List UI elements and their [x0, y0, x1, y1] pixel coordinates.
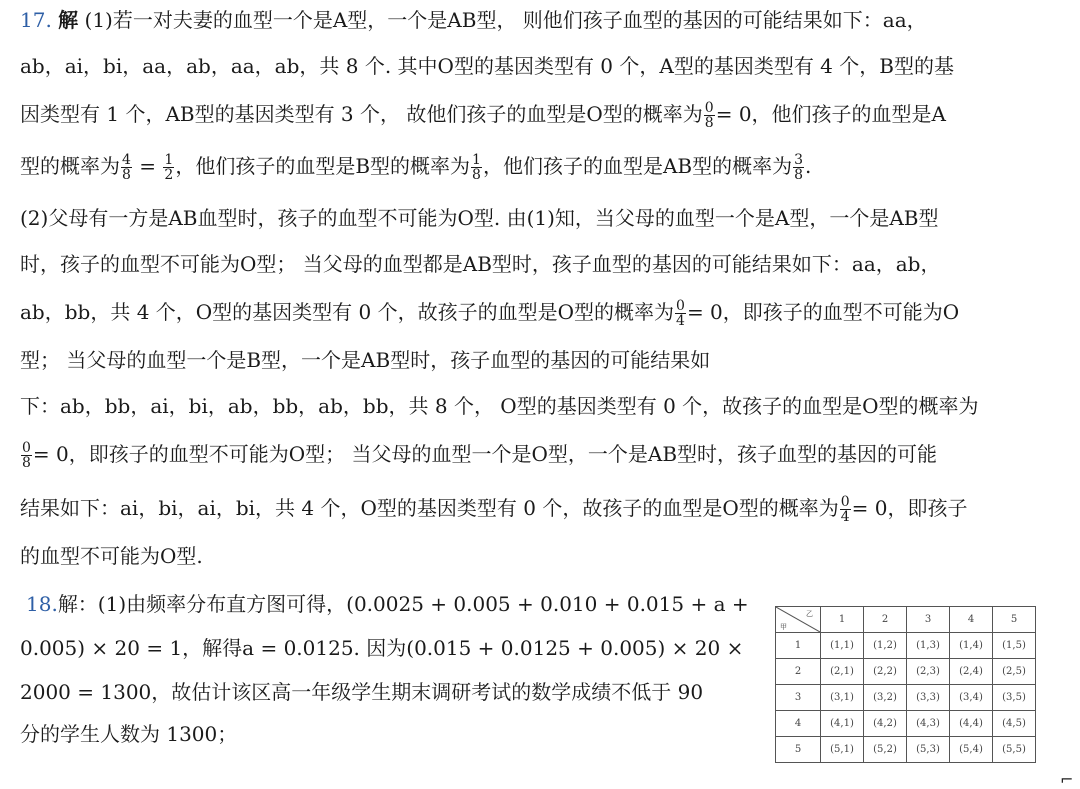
p18-number: 18.: [26, 592, 58, 616]
p17-text-3: 因类型有 1 个，AB型的基因类型有 3 个， 故他们孩子的血型是O型的概率为: [20, 102, 703, 126]
table-cell: (4,2): [864, 711, 907, 737]
p17-text-3b: = 0，他们孩子的血型是A: [715, 102, 946, 126]
table-row: [776, 659, 1036, 685]
table-col-header: 4: [950, 607, 993, 633]
p17-text-7a: ab，bb，共 4 个，O型的基因类型有 0 个，故孩子的血型是O型的概率为: [20, 300, 675, 324]
table-cell: (5,5): [993, 737, 1036, 763]
table-header-row: [776, 607, 1036, 633]
table-row: [776, 711, 1036, 737]
table-cell: (1,5): [993, 633, 1036, 659]
p17-line-5: (2)父母有一方是AB血型时，孩子的血型不可能为O型. 由(1)知，当父母的血型一个是A型，一个是AB型: [20, 206, 939, 230]
table-col-header: 2: [864, 607, 907, 633]
p17-line-1: [20, 6, 927, 34]
table-cell: (4,4): [950, 711, 993, 737]
table-cell: (1,2): [864, 633, 907, 659]
p18-line-3: 2000 = 1300，故估计该区高一年级学生期末调研考试的数学成绩不低于 90: [20, 680, 704, 704]
svg-text:甲: 甲: [780, 623, 787, 631]
table-row: [776, 685, 1036, 711]
table-cell: (2,3): [907, 659, 950, 685]
table-cell: (3,5): [993, 685, 1036, 711]
p18-line-2: 0.005) × 20 = 1，解得a = 0.0125. 因为(0.015 + 0.0125 + 0.005) × 20 ×: [20, 636, 744, 660]
table-cell: (2,4): [950, 659, 993, 685]
svg-text:乙: 乙: [806, 610, 813, 618]
p17-line-3: [20, 100, 946, 130]
p17-text-1: (1)若一对夫妻的血型一个是A型，一个是AB型， 则他们孩子血型的基因的可能结果如下：aa，: [84, 8, 927, 32]
table-row-header: 3: [776, 685, 821, 711]
p17-line-6: 时，孩子的血型不可能为O型； 当父母的血型都是AB型时，孩子血型的基因的可能结果如下：aa，ab，: [20, 252, 941, 276]
table-corner-cell: [776, 607, 821, 633]
diagonal-line: [776, 607, 820, 632]
p17-line-11: [20, 494, 967, 524]
p18-text-1: 解：(1)由频率分布直方图可得，(0.0025 + 0.005 + 0.010 + 0.015 + a +: [57, 592, 749, 616]
table-row: [776, 633, 1036, 659]
fraction-3-8: $\frac{3}{8}$: [794, 152, 804, 183]
table-row-header: 2: [776, 659, 821, 685]
table-cell: (2,5): [993, 659, 1036, 685]
fraction-0-8-b: $\frac{0}{8}$: [22, 440, 31, 471]
table-col-header: 3: [907, 607, 950, 633]
corner-mark: ⌐: [1060, 770, 1074, 789]
table-cell: (4,1): [821, 711, 864, 737]
p17-text-11a: 结果如下：ai，bi，ai，bi，共 4 个，O型的基因类型有 0 个，故孩子的血型是O型的概率为: [20, 496, 839, 520]
p17-text-4b: ，他们孩子的血型是B型的概率为: [175, 154, 471, 178]
p17-line-7: [20, 298, 959, 328]
table-row-header: 4: [776, 711, 821, 737]
p17-text-4a: 型的概率为: [20, 154, 120, 178]
table-row-header: 5: [776, 737, 821, 763]
table-row: [776, 737, 1036, 763]
outcome-table: [775, 606, 1036, 763]
p17-line-4: 型的概率为 $\frac{4}{8}$ = $\frac{1}{2}$ ，他们孩子的血型是B型的概率为 $\frac{1}{8}$ ，他们孩子的血型是AB型的概率为 $\frac{3}{8}$ .: [20, 152, 812, 183]
table-cell: (2,1): [821, 659, 864, 685]
p17-line-12: 的血型不可能为O型.: [20, 544, 203, 568]
table-cell: (1,4): [950, 633, 993, 659]
p18-line-1: [20, 590, 749, 618]
p17-line-9: 下：ab，bb，ai，bi，ab，bb，ab，bb，共 8 个， O型的基因类型有 0 个，故孩子的血型是O型的概率为: [20, 394, 979, 418]
table-cell: (3,2): [864, 685, 907, 711]
table-cell: (5,2): [864, 737, 907, 763]
table-cell: (1,1): [821, 633, 864, 659]
table-cell: (3,4): [950, 685, 993, 711]
table-row-header: 1: [776, 633, 821, 659]
table-cell: (2,2): [864, 659, 907, 685]
table-cell: (5,3): [907, 737, 950, 763]
fraction-1-2: $\frac{1}{2}$: [164, 152, 174, 183]
fraction-4-8: $\frac{4}{8}$: [122, 152, 131, 183]
table-cell: (5,4): [950, 737, 993, 763]
table-cell: (3,3): [907, 685, 950, 711]
p17-text-7b: = 0，即孩子的血型不可能为O: [686, 300, 960, 324]
fraction-1-8: $\frac{1}{8}$: [472, 152, 481, 183]
p17-text-4c: ，他们孩子的血型是AB型的概率为: [482, 154, 793, 178]
table-col-header: 5: [993, 607, 1036, 633]
p17-line-2: ab，ai，bi，aa，ab，aa，ab，共 8 个. 其中O型的基因类型有 0 个，A型的基因类型有 4 个，B型的基: [20, 54, 954, 78]
p17-number: 17.: [20, 8, 52, 32]
table-cell: (4,5): [993, 711, 1036, 737]
table-cell: (5,1): [821, 737, 864, 763]
fraction-0-4: $\frac{0}{4}$: [676, 298, 685, 329]
p18-line-4: 分的学生人数为 1300；: [20, 722, 238, 746]
table-col-header: 1: [821, 607, 864, 633]
fraction-0-8: $\frac{0}{8}$: [704, 100, 714, 131]
table-cell: (1,3): [907, 633, 950, 659]
p17-line-8: 型； 当父母的血型一个是B型，一个是AB型时，孩子血型的基因的可能结果如: [20, 348, 711, 372]
table-cell: (4,3): [907, 711, 950, 737]
p17-solution-word: 解: [58, 8, 79, 32]
fraction-0-4-b: $\frac{0}{4}$: [840, 494, 850, 525]
p17-text-10b: = 0，即孩子的血型不可能为O型； 当父母的血型一个是O型，一个是AB型时，孩子血型的基因的可能: [32, 442, 938, 466]
table-cell: (3,1): [821, 685, 864, 711]
p17-text-11b: = 0，即孩子: [851, 496, 968, 520]
p17-line-10: [20, 440, 937, 470]
